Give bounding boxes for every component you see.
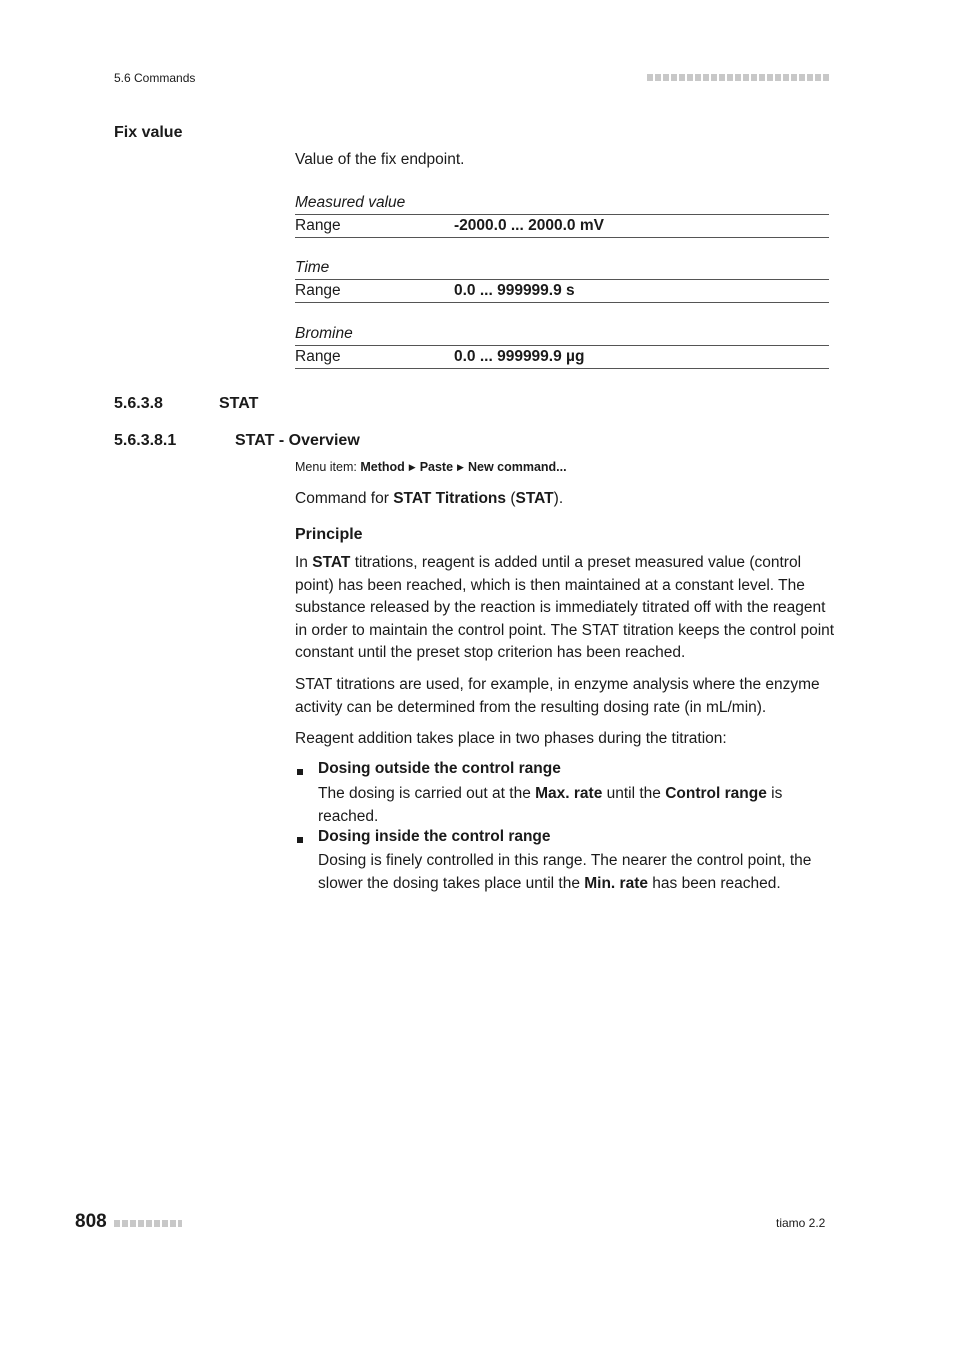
section-title: STAT bbox=[219, 395, 259, 412]
phase-description bbox=[318, 850, 833, 895]
menu-item-prefix: Menu item: bbox=[295, 460, 357, 474]
section-heading bbox=[114, 395, 414, 417]
principle-heading: Principle bbox=[295, 526, 363, 543]
phase-title: Dosing inside the control range bbox=[318, 828, 551, 845]
param-table-time bbox=[295, 257, 829, 303]
phase-bold: Min. rate bbox=[584, 874, 648, 892]
command-text: ( bbox=[506, 490, 516, 507]
param-table-bromine bbox=[295, 323, 829, 369]
principle-paragraph-2: STAT titrations are used, for example, in enzyme analysis where the enzyme activity can be determined from the resulting dosing rate (in mL/min). bbox=[295, 676, 820, 716]
fix-value-heading: Fix value bbox=[114, 124, 183, 141]
param-row bbox=[295, 279, 829, 303]
phase-bold: Control range bbox=[665, 785, 767, 802]
phase-text: is reached. bbox=[318, 785, 783, 825]
param-row bbox=[295, 214, 829, 238]
command-abbr: STAT bbox=[515, 490, 554, 507]
phase-description bbox=[318, 783, 833, 828]
triangle-right-icon: ▶ bbox=[408, 462, 416, 472]
paragraph-text: titrations, reagent is added until a preset measured value (control point) has been reached, which is then maintained at a constant level. The substance released by the reaction is immediately titrated off with the reagent in order to maintain the control point. The STAT titration keeps the control point constant until the preset stop criterion has been reached. bbox=[295, 554, 835, 661]
bullet-square-icon bbox=[297, 769, 303, 775]
param-caption: Time bbox=[295, 259, 330, 276]
command-text: ). bbox=[553, 490, 564, 507]
principle-paragraph-3: Reagent addition takes place in two phases during the titration: bbox=[295, 730, 727, 747]
phase-title: Dosing outside the control range bbox=[318, 760, 561, 777]
page-number: 808 bbox=[75, 1211, 107, 1232]
param-row bbox=[295, 345, 829, 369]
param-table-measured-value bbox=[295, 192, 829, 238]
menu-path-method: Method bbox=[360, 460, 405, 474]
menu-item-path bbox=[295, 460, 567, 474]
menu-path-paste: Paste bbox=[419, 460, 454, 474]
param-label: Range bbox=[295, 282, 341, 299]
subsection-title: STAT - Overview bbox=[235, 432, 360, 449]
subsection-number: 5.6.3.8.1 bbox=[114, 432, 177, 449]
section-number: 5.6.3.8 bbox=[114, 395, 163, 412]
bullet-square-icon bbox=[297, 837, 303, 843]
phase-text: has been reached. bbox=[647, 874, 781, 892]
footer-dot-bar bbox=[114, 1220, 182, 1227]
param-label: Range bbox=[295, 348, 341, 365]
paragraph-text: In bbox=[295, 554, 313, 571]
phase-text: until the bbox=[602, 785, 666, 802]
command-name: STAT Titrations bbox=[393, 490, 507, 507]
param-value: -2000.0 ... 2000.0 mV bbox=[454, 217, 604, 234]
header-dot-bar bbox=[647, 74, 829, 81]
menu-path-new-command: New command... bbox=[467, 460, 567, 474]
command-text: Command for bbox=[295, 490, 394, 507]
paragraph-bold: STAT bbox=[312, 554, 351, 571]
footer-product: tiamo 2.2 bbox=[776, 1216, 826, 1230]
command-description bbox=[295, 488, 835, 511]
param-caption: Measured value bbox=[295, 194, 406, 211]
param-label: Range bbox=[295, 217, 341, 234]
param-value: 0.0 ... 999999.9 s bbox=[454, 282, 575, 299]
param-value: 0.0 ... 999999.9 µg bbox=[454, 348, 585, 365]
triangle-right-icon: ▶ bbox=[457, 462, 464, 472]
param-caption: Bromine bbox=[295, 325, 353, 342]
subsection-heading bbox=[114, 432, 514, 454]
phase-bold: Max. rate bbox=[535, 785, 603, 802]
phase-text: The dosing is carried out at the bbox=[318, 785, 536, 802]
phase-text: Dosing is finely controlled in this range. The nearer the control point, the slower the dosing takes place until the bbox=[318, 852, 812, 892]
running-header-section: 5.6 Commands bbox=[114, 71, 196, 85]
fix-value-description: Value of the fix endpoint. bbox=[295, 151, 465, 168]
principle-paragraph-1 bbox=[295, 552, 835, 665]
